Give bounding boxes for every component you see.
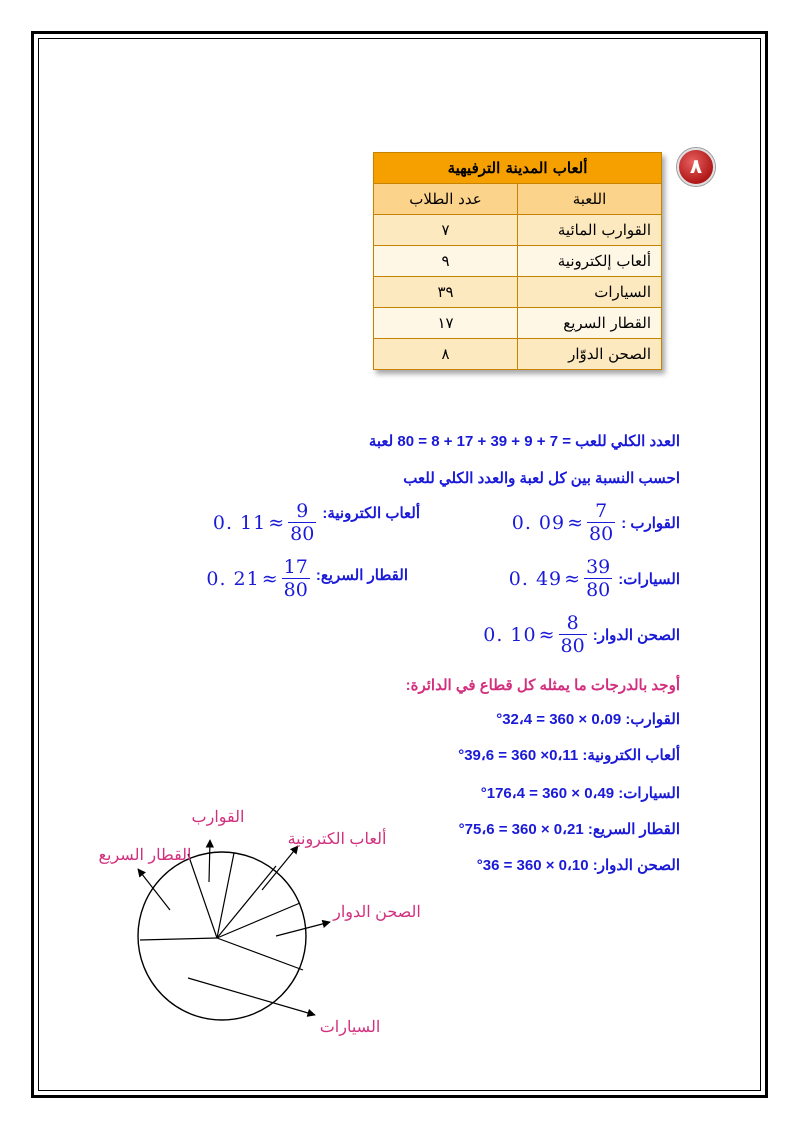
pie-label-electronic: ألعاب الكترونية bbox=[287, 831, 387, 848]
cell-game: الصحن الدوّار bbox=[518, 339, 662, 370]
fraction-denominator: 80 bbox=[290, 523, 315, 545]
ratio-value: 0. 09 bbox=[511, 511, 566, 534]
cell-count: ٧ bbox=[374, 215, 518, 246]
cell-game: السيارات bbox=[518, 277, 662, 308]
degree-line-electronic: ألعاب الكترونية: 0،11× 360 = 39،6° bbox=[458, 747, 680, 764]
pie-label-cars: السيارات bbox=[319, 1019, 381, 1036]
approx-sign: ≈ bbox=[268, 511, 285, 534]
cell-count: ١٧ bbox=[374, 308, 518, 339]
pie-label-train: القطار السريع bbox=[98, 847, 192, 864]
cell-game: القطار السريع bbox=[518, 308, 662, 339]
ratio-heading: احسب النسبة بين كل لعبة والعدد الكلي للعب bbox=[403, 470, 680, 487]
fraction-numerator: 7 bbox=[595, 500, 608, 522]
ratio-value: 0. 49 bbox=[508, 567, 563, 590]
ratio-label: ألعاب الكترونية: bbox=[322, 505, 420, 522]
degree-line-dish: الصحن الدوار: 0،10 × 360 = 36° bbox=[476, 857, 680, 874]
problem-number-badge: ٨ bbox=[677, 148, 715, 186]
fraction-numerator: 17 bbox=[283, 556, 308, 578]
ratio-value: 0. 11 bbox=[212, 511, 267, 534]
ratio-label: الصحن الدوار: bbox=[592, 626, 680, 644]
column-header-students: عدد الطلاب bbox=[374, 184, 518, 215]
pie-label-boats: القوارب bbox=[191, 809, 245, 826]
table-title: ألعاب المدينة الترفيهية bbox=[374, 153, 662, 184]
cell-count: ٨ bbox=[374, 339, 518, 370]
ratio-label: القطار السريع: bbox=[315, 567, 408, 584]
fraction-denominator: 80 bbox=[586, 579, 611, 601]
fraction-numerator: 8 bbox=[566, 612, 579, 634]
fraction-denominator: 80 bbox=[283, 579, 308, 601]
degree-line-cars: السيارات: 0،49 × 360 = 176،4° bbox=[480, 785, 680, 802]
ratio-label: القوارب : bbox=[621, 514, 680, 532]
degree-line-boats: القوارب: 0،09 × 360 = 32،4° bbox=[496, 711, 680, 728]
cell-count: ٣٩ bbox=[374, 277, 518, 308]
cell-game: ألعاب إلكترونية bbox=[518, 246, 662, 277]
fraction-denominator: 80 bbox=[589, 523, 614, 545]
approx-sign: ≈ bbox=[564, 567, 581, 590]
approx-sign: ≈ bbox=[567, 511, 584, 534]
ratio-value: 0. 21 bbox=[206, 567, 260, 590]
degrees-heading: أوجد بالدرجات ما يمثله كل قطاع في الدائرة: bbox=[405, 677, 680, 694]
ratio-value: 0. 10 bbox=[483, 623, 537, 646]
fraction-denominator: 80 bbox=[560, 635, 585, 657]
fraction-numerator: 9 bbox=[296, 500, 309, 522]
approx-sign: ≈ bbox=[261, 567, 278, 590]
pie-arrows bbox=[138, 840, 330, 1015]
cell-game: القوارب المائية bbox=[518, 215, 662, 246]
column-header-game: اللعبة bbox=[518, 184, 662, 215]
pie-label-dish: الصحن الدوار bbox=[333, 904, 421, 921]
total-games-line: العدد الكلي للعب = 7 + 9 + 39 + 17 + 8 = 80 لعبة bbox=[368, 433, 680, 450]
degree-line-train: القطار السريع: 0،21 × 360 = 75،6° bbox=[458, 821, 680, 838]
cell-count: ٩ bbox=[374, 246, 518, 277]
ratio-label: السيارات: bbox=[618, 570, 680, 588]
fraction-numerator: 39 bbox=[586, 556, 611, 578]
approx-sign: ≈ bbox=[538, 623, 555, 646]
